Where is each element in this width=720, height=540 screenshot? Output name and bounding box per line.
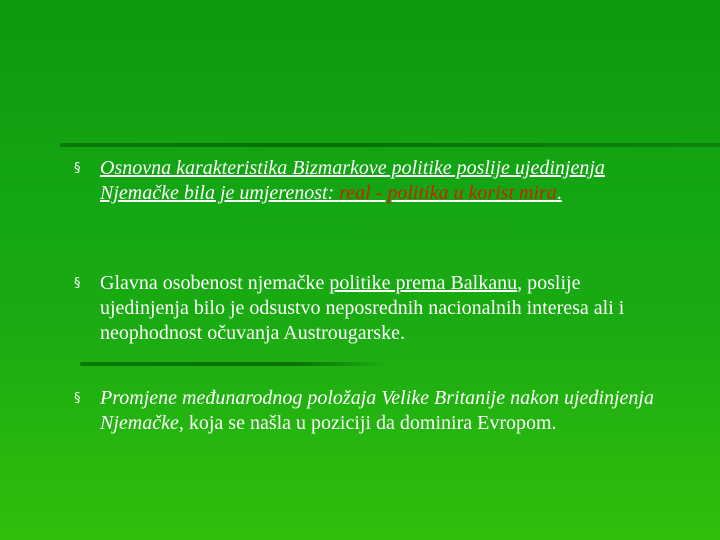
bullet-2-rest: , poslije ujedinjenja bilo je odsustvo neposrednih nacionalnih interesa ali i neophodnost očuvanja Austrougarske. xyxy=(100,272,625,344)
bullet-text-1 xyxy=(100,156,674,206)
bullet-3-rest: , koja se našla u poziciji da dominira Evropom. xyxy=(178,412,557,434)
bullet-marker: § xyxy=(74,391,81,406)
bullet-text-2 xyxy=(100,271,674,346)
bullet-3-italic: Promjene međunarodnog položaja Velike Britanije nakon ujedinjenja Njemačke xyxy=(100,387,654,434)
bullet-item-3 xyxy=(74,386,674,436)
top-divider xyxy=(60,143,720,147)
bullet-1-main: Osnovna karakteristika Bizmarkove politike poslije ujedinjenja Njemačke bila je umjerenost: xyxy=(100,157,605,204)
bullet-2-emphasis: politike prema Balkanu xyxy=(329,272,518,294)
bullet-1-highlight: real - politika u korist mira xyxy=(339,182,557,204)
middle-divider xyxy=(80,362,385,366)
bullet-2-start: Glavna osobenost njemačke xyxy=(100,272,330,294)
bullet-marker: § xyxy=(74,276,81,291)
bullet-marker: § xyxy=(74,161,81,176)
bullet-1-end: . xyxy=(556,182,562,204)
bullet-item-1 xyxy=(74,156,674,206)
bullet-item-2 xyxy=(74,271,674,346)
bullet-text-3 xyxy=(100,386,674,436)
